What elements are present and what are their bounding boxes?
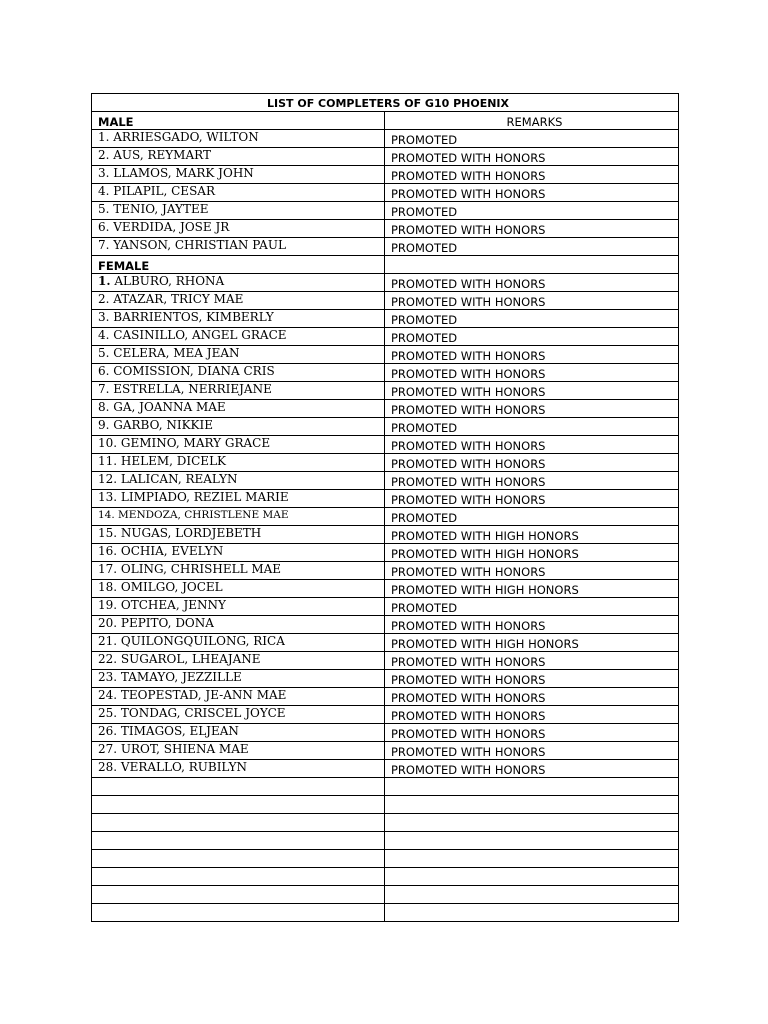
student-name: 19. OTCHEA, JENNY: [98, 598, 226, 612]
remark-cell: PROMOTED: [385, 130, 679, 148]
empty-row: [92, 832, 679, 850]
student-name: 6. VERDIDA, JOSE JR: [98, 220, 230, 234]
student-name: 2. ATAZAR, TRICY MAE: [98, 292, 244, 306]
student-name: 12. LALICAN, REALYN: [98, 472, 238, 486]
empty-row: [92, 814, 679, 832]
table-row: [92, 166, 679, 184]
remark-cell: PROMOTED WITH HONORS: [385, 274, 679, 292]
table-row: [92, 382, 679, 400]
student-name-cell: [92, 598, 385, 616]
table-row: [92, 670, 679, 688]
remark-cell: PROMOTED WITH HONORS: [385, 652, 679, 670]
student-name-cell: [92, 274, 385, 292]
student-name-cell: [92, 292, 385, 310]
table-row: [92, 220, 679, 238]
student-name: 24. TEOPESTAD, JE-ANN MAE: [98, 688, 287, 702]
remark-cell: PROMOTED WITH HONORS: [385, 184, 679, 202]
table-row: [92, 634, 679, 652]
table-row: [92, 454, 679, 472]
empty-row: [92, 886, 679, 904]
student-name-cell: [92, 166, 385, 184]
empty-row: [92, 850, 679, 868]
remark-cell: PROMOTED WITH HONORS: [385, 562, 679, 580]
remark-cell: PROMOTED: [385, 328, 679, 346]
student-name-cell: [92, 706, 385, 724]
student-name: 7. ESTRELLA, NERRIEJANE: [98, 382, 272, 396]
student-name-cell: [92, 148, 385, 166]
empty-row: [92, 868, 679, 886]
empty-cell: [92, 778, 385, 796]
student-name-cell: [92, 562, 385, 580]
empty-row: [92, 796, 679, 814]
female-section-label: FEMALE: [92, 256, 385, 274]
empty-cell: [92, 850, 385, 868]
table-row: [92, 544, 679, 562]
student-name-cell: [92, 526, 385, 544]
student-name: 1. ARRIESGADO, WILTON: [98, 130, 259, 144]
table-row: [92, 202, 679, 220]
empty-cell: [92, 814, 385, 832]
student-name: 11. HELEM, DICELK: [98, 454, 227, 468]
empty-cell: [385, 796, 679, 814]
student-name: 3. LLAMOS, MARK JOHN: [98, 166, 254, 180]
completers-table-body: [92, 94, 679, 922]
table-row: [92, 652, 679, 670]
student-name: 20. PEPITO, DONA: [98, 616, 214, 630]
empty-cell: [385, 778, 679, 796]
student-name: 5. TENIO, JAYTEE: [98, 202, 209, 216]
student-name-cell: [92, 670, 385, 688]
empty-cell: [385, 256, 679, 274]
table-row: [92, 562, 679, 580]
title-row: [92, 94, 679, 112]
female-header-row: [92, 256, 679, 274]
student-name: 16. OCHIA, EVELYN: [98, 544, 224, 558]
student-name: 22. SUGAROL, LHEAJANE: [98, 652, 261, 666]
table-row: [92, 400, 679, 418]
student-name-cell: [92, 472, 385, 490]
remark-cell: PROMOTED WITH HIGH HONORS: [385, 544, 679, 562]
remark-cell: PROMOTED WITH HONORS: [385, 706, 679, 724]
student-name: 7. YANSON, CHRISTIAN PAUL: [98, 238, 286, 252]
remark-cell: PROMOTED WITH HONORS: [385, 472, 679, 490]
remark-cell: PROMOTED WITH HONORS: [385, 292, 679, 310]
student-name: 8. GA, JOANNA MAE: [98, 400, 226, 414]
empty-cell: [92, 832, 385, 850]
student-name: 13. LIMPIADO, REZIEL MARIE: [98, 490, 289, 504]
student-name: 21. QUILONGQUILONG, RICA: [98, 634, 285, 648]
student-name: 14. MENDOZA, CHRISTLENE MAE: [98, 509, 289, 521]
empty-cell: [385, 904, 679, 922]
remark-cell: PROMOTED WITH HIGH HONORS: [385, 634, 679, 652]
male-section-label: MALE: [92, 112, 385, 130]
remark-cell: PROMOTED WITH HONORS: [385, 436, 679, 454]
empty-cell: [385, 832, 679, 850]
student-name-cell: [92, 544, 385, 562]
remark-cell: PROMOTED WITH HONORS: [385, 346, 679, 364]
student-name-cell: [92, 184, 385, 202]
student-name: 15. NUGAS, LORDJEBETH: [98, 526, 262, 540]
table-row: [92, 706, 679, 724]
student-name-cell: [92, 202, 385, 220]
table-row: [92, 148, 679, 166]
table-row: [92, 598, 679, 616]
student-name-cell: [92, 490, 385, 508]
table-row: [92, 436, 679, 454]
remark-cell: PROMOTED WITH HONORS: [385, 760, 679, 778]
empty-cell: [92, 796, 385, 814]
remark-cell: PROMOTED WITH HIGH HONORS: [385, 580, 679, 598]
table-row: [92, 310, 679, 328]
student-name: 27. UROT, SHIENA MAE: [98, 742, 249, 756]
remark-cell: PROMOTED: [385, 202, 679, 220]
student-name: 4. PILAPIL, CESAR: [98, 184, 215, 198]
table-row: [92, 526, 679, 544]
remark-cell: PROMOTED WITH HIGH HONORS: [385, 526, 679, 544]
student-name: 5. CELERA, MEA JEAN: [98, 346, 240, 360]
student-name: 2. AUS, REYMART: [98, 148, 211, 162]
student-name: 28. VERALLO, RUBILYN: [98, 760, 248, 774]
remark-cell: PROMOTED WITH HONORS: [385, 670, 679, 688]
student-name-cell: [92, 742, 385, 760]
male-header-row: [92, 112, 679, 130]
remark-cell: PROMOTED WITH HONORS: [385, 490, 679, 508]
remark-cell: PROMOTED WITH HONORS: [385, 382, 679, 400]
empty-cell: [385, 868, 679, 886]
document-title: LIST OF COMPLETERS OF G10 PHOENIX: [92, 94, 679, 112]
table-row: [92, 508, 679, 526]
student-name: 18. OMILGO, JOCEL: [98, 580, 223, 594]
remark-cell: PROMOTED WITH HONORS: [385, 220, 679, 238]
student-name-cell: [92, 382, 385, 400]
remark-cell: PROMOTED: [385, 310, 679, 328]
empty-cell: [385, 814, 679, 832]
table-row: [92, 292, 679, 310]
table-row: [92, 364, 679, 382]
table-row: [92, 688, 679, 706]
table-row: [92, 580, 679, 598]
remark-cell: PROMOTED WITH HONORS: [385, 688, 679, 706]
remark-cell: PROMOTED WITH HONORS: [385, 166, 679, 184]
student-name: 17. OLING, CHRISHELL MAE: [98, 562, 282, 576]
table-row: [92, 130, 679, 148]
student-name-cell: [92, 508, 385, 526]
remark-cell: PROMOTED: [385, 238, 679, 256]
table-row: [92, 274, 679, 292]
remark-cell: PROMOTED WITH HONORS: [385, 148, 679, 166]
student-name-cell: [92, 760, 385, 778]
table-row: [92, 238, 679, 256]
student-name-cell: [92, 688, 385, 706]
student-name-cell: [92, 436, 385, 454]
student-name-cell: [92, 328, 385, 346]
completers-table: [91, 93, 679, 922]
remark-cell: PROMOTED WITH HONORS: [385, 364, 679, 382]
table-row: [92, 472, 679, 490]
student-number: 1.: [98, 274, 111, 288]
student-name-cell: [92, 580, 385, 598]
student-name: 6. COMISSION, DIANA CRIS: [98, 364, 275, 378]
empty-cell: [92, 886, 385, 904]
remark-cell: PROMOTED WITH HONORS: [385, 742, 679, 760]
student-name-cell: [92, 238, 385, 256]
table-row: [92, 418, 679, 436]
remark-cell: PROMOTED: [385, 418, 679, 436]
student-name: 25. TONDAG, CRISCEL JOYCE: [98, 706, 286, 720]
empty-cell: [92, 904, 385, 922]
empty-cell: [385, 850, 679, 868]
student-name-cell: [92, 634, 385, 652]
table-row: [92, 490, 679, 508]
student-name-cell: [92, 724, 385, 742]
student-name-cell: [92, 346, 385, 364]
remark-cell: PROMOTED WITH HONORS: [385, 454, 679, 472]
student-name-cell: [92, 130, 385, 148]
table-row: [92, 742, 679, 760]
table-row: [92, 328, 679, 346]
table-row: [92, 760, 679, 778]
empty-row: [92, 904, 679, 922]
student-name-cell: [92, 364, 385, 382]
empty-cell: [92, 868, 385, 886]
table-row: [92, 184, 679, 202]
empty-cell: [385, 886, 679, 904]
student-name: 26. TIMAGOS, ELJEAN: [98, 724, 239, 738]
student-name-cell: [92, 616, 385, 634]
table-row: [92, 616, 679, 634]
student-name: 4. CASINILLO, ANGEL GRACE: [98, 328, 287, 342]
empty-row: [92, 778, 679, 796]
table-row: [92, 724, 679, 742]
remark-cell: PROMOTED WITH HONORS: [385, 616, 679, 634]
student-name: 9. GARBO, NIKKIE: [98, 418, 214, 432]
remarks-column-header: REMARKS: [385, 112, 679, 130]
student-name-cell: [92, 220, 385, 238]
student-name: 3. BARRIENTOS, KIMBERLY: [98, 310, 274, 324]
student-name-cell: [92, 400, 385, 418]
student-name-cell: [92, 418, 385, 436]
student-name: 23. TAMAYO, JEZZILLE: [98, 670, 242, 684]
student-name-cell: [92, 454, 385, 472]
student-name: ALBURO, RHONA: [110, 274, 225, 288]
student-name-cell: [92, 652, 385, 670]
table-row: [92, 346, 679, 364]
student-name: 10. GEMINO, MARY GRACE: [98, 436, 271, 450]
remark-cell: PROMOTED WITH HONORS: [385, 724, 679, 742]
remark-cell: PROMOTED WITH HONORS: [385, 400, 679, 418]
student-name-cell: [92, 310, 385, 328]
remark-cell: PROMOTED: [385, 598, 679, 616]
remark-cell: PROMOTED: [385, 508, 679, 526]
